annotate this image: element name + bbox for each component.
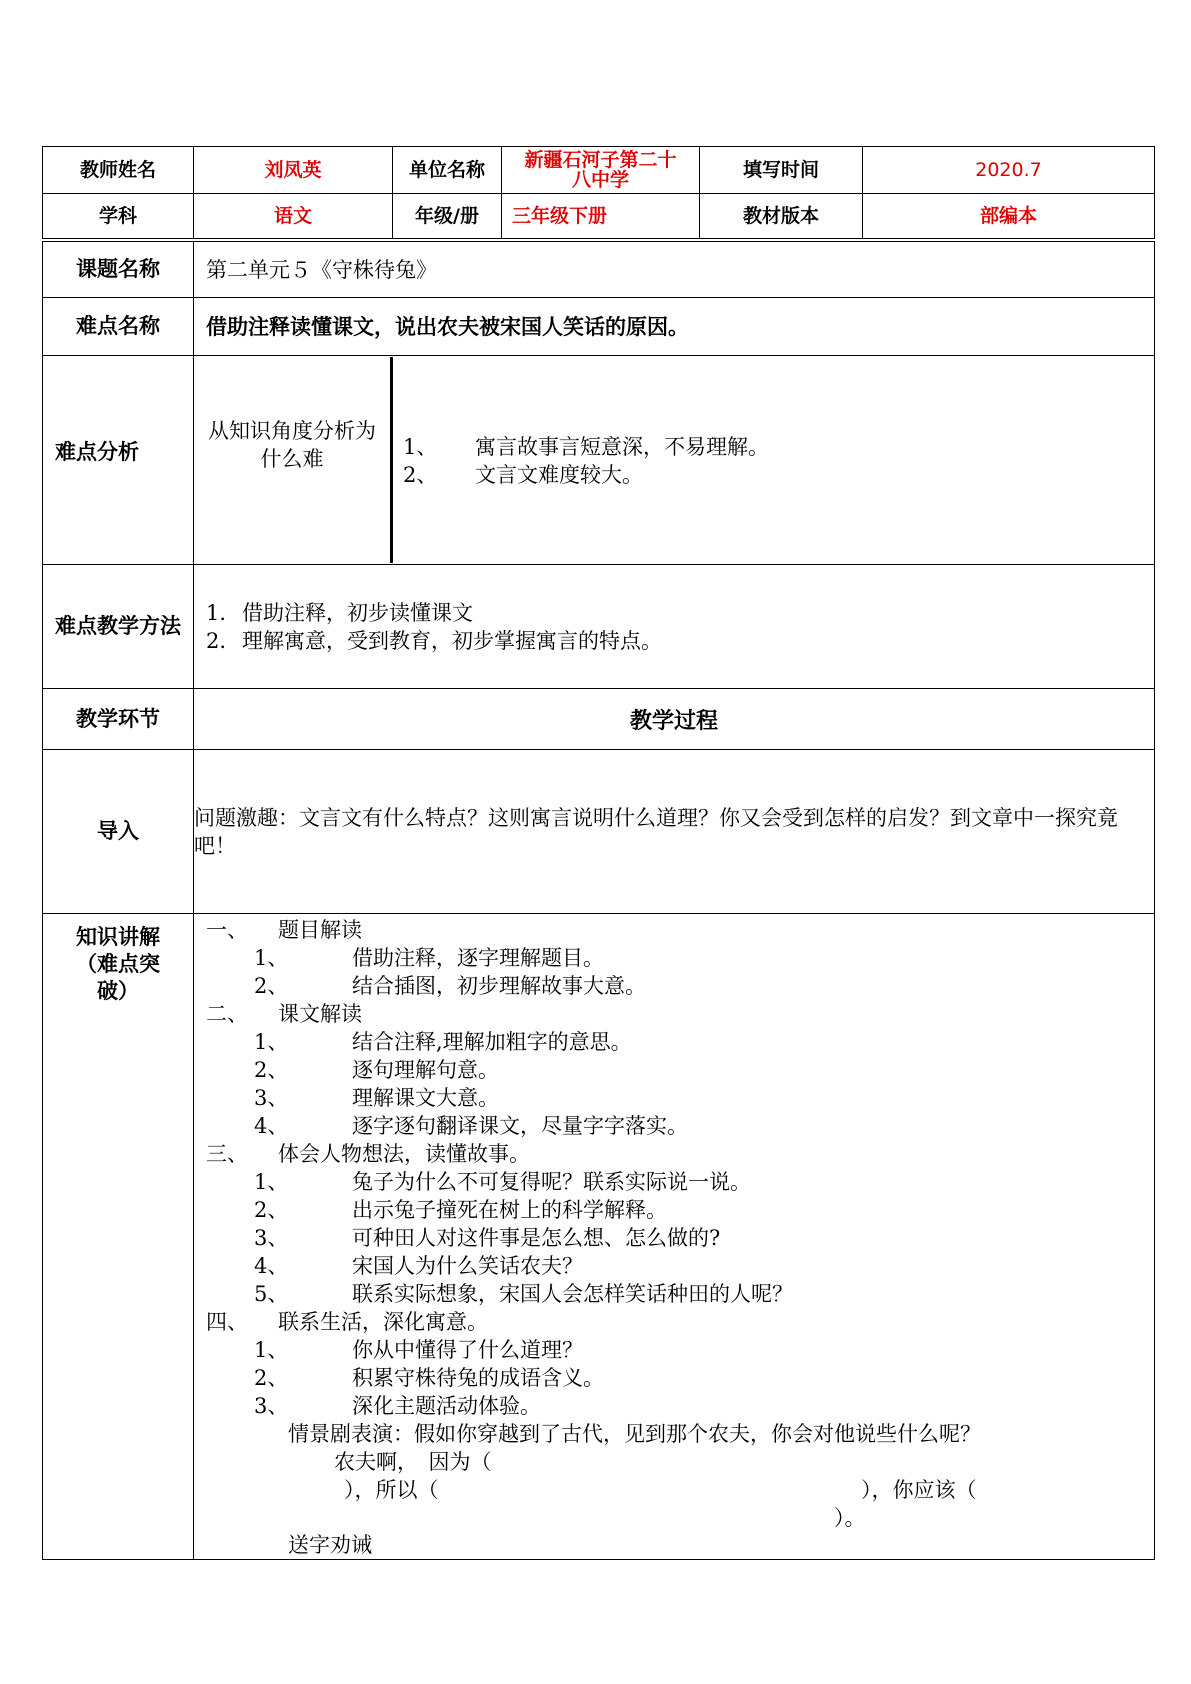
method-label: [43, 565, 194, 689]
method-item-text: 借助注释，初步读懂课文: [242, 600, 473, 625]
analysis-item-text: 寓言故事言短意深，不易理解。: [475, 435, 769, 459]
unit-label: 单位名称: [393, 147, 502, 194]
method-item-num: 1.: [206, 600, 227, 625]
section-item: 4、 宋国人为什么笑话农夫？: [254, 1254, 583, 1278]
section-heading: 二、 课文解读: [206, 1002, 362, 1026]
method-label-text: 难点教学方法: [55, 614, 181, 638]
method-item-num: 2.: [206, 628, 227, 653]
method-item: [206, 599, 1154, 627]
grade-label: 年级/册: [393, 194, 502, 239]
difficulty-value: 借助注释读懂课文，说出农夫被宋国人笑话的原因。: [194, 298, 1155, 356]
lesson-table: [42, 241, 1155, 1560]
knowledge-label: [43, 914, 194, 1560]
method-cell: [194, 565, 1155, 689]
fill-blank-2b: ），你应该（: [861, 1478, 977, 1502]
edition-value: 部编本: [863, 194, 1155, 239]
fill-blank-line-3: [206, 1504, 1154, 1532]
analysis-cell: [194, 356, 1155, 565]
subject-label: 学科: [43, 194, 194, 239]
knowledge-section: [206, 1000, 1154, 1140]
unit-value-text: 新疆石河子第二十八中学: [524, 149, 677, 191]
teacher-value: 刘凤英: [194, 147, 393, 194]
analysis-sub-label: [194, 357, 393, 563]
topic-label: 课题名称: [43, 242, 194, 298]
section-item: 1、 结合注释,理解加粗字的意思。: [254, 1030, 632, 1054]
difficulty-label: 难点名称: [43, 298, 194, 356]
gift-advice: 送字劝诫: [288, 1533, 372, 1558]
fill-blank-line-2: [206, 1476, 1154, 1504]
knowledge-label-text: 知识讲解（难点突破）: [76, 925, 160, 1003]
topic-value: 第二单元５《守株待兔》: [194, 242, 1155, 298]
section-item: 3、 深化主题活动体验。: [254, 1394, 541, 1418]
section-heading: 一、 题目解读: [206, 918, 362, 942]
analysis-item: [403, 461, 1154, 489]
section-item: 2、 结合插图，初步理解故事大意。: [254, 974, 646, 998]
time-value: 2020.7: [863, 147, 1155, 194]
analysis-item-text: 文言文难度较大。: [475, 463, 643, 487]
section-item: 2、 积累守株待兔的成语含义。: [254, 1366, 604, 1390]
intro-text: 问题激趣：文言文有什么特点？这则寓言说明什么道理？你又会受到怎样的启发？到文章中一探究竟吧！: [194, 750, 1155, 914]
fill-blank-2a: ），所以（: [344, 1478, 439, 1502]
section-item: 2、 出示兔子撞死在树上的科学解释。: [254, 1198, 667, 1222]
info-table: [42, 146, 1155, 239]
section-item: 1、 兔子为什么不可复得呢？联系实际说一说。: [254, 1170, 751, 1194]
intro-label: 导入: [43, 750, 194, 914]
method-item: [206, 627, 1154, 655]
knowledge-section: [206, 1308, 1154, 1420]
analysis-item-num: 2、: [403, 463, 438, 487]
process-header-label: 教学环节: [43, 689, 194, 750]
time-label: 填写时间: [700, 147, 863, 194]
edition-label: 教材版本: [700, 194, 863, 239]
section-item: 3、 理解课文大意。: [254, 1086, 499, 1110]
analysis-list: [393, 357, 1154, 563]
fill-blank-line-1: 农夫啊， 因为（: [334, 1450, 492, 1474]
process-header-value: 教学过程: [194, 689, 1155, 750]
section-item: 1、 你从中懂得了什么道理？: [254, 1338, 583, 1362]
analysis-item: [403, 433, 1154, 461]
section-item: 5、 联系实际想象，宋国人会怎样笑话种田的人呢？: [254, 1282, 793, 1306]
analysis-item-num: 1、: [403, 435, 438, 459]
grade-value: 三年级下册: [502, 194, 700, 239]
subject-value: 语文: [194, 194, 393, 239]
section-item: 1、 借助注释，逐字理解题目。: [254, 946, 604, 970]
section-item: 3、 可种田人对这件事是怎么想、怎么做的?: [254, 1226, 721, 1250]
analysis-label: 难点分析: [43, 356, 194, 565]
unit-value: [502, 147, 700, 194]
analysis-sub-label-text: 从知识角度分析为什么难: [208, 419, 376, 471]
analysis-split: [194, 357, 1154, 563]
section-heading: 四、 联系生活，深化寓意。: [206, 1310, 488, 1334]
section-heading: 三、 体会人物想法，读懂故事。: [206, 1142, 530, 1166]
knowledge-section: [206, 916, 1154, 1000]
knowledge-cell: [194, 914, 1155, 1560]
section-item: 2、 逐句理解句意。: [254, 1058, 499, 1082]
fill-blank-3: ）。: [834, 1505, 866, 1530]
teacher-label: 教师姓名: [43, 147, 194, 194]
drama-prompt: 情景剧表演：假如你穿越到了古代，见到那个农夫，你会对他说些什么呢？: [288, 1422, 981, 1446]
knowledge-section: [206, 1140, 1154, 1308]
section-item: 4、 逐字逐句翻译课文，尽量字字落实。: [254, 1114, 688, 1138]
method-item-text: 理解寓意，受到教育，初步掌握寓言的特点。: [242, 628, 662, 653]
